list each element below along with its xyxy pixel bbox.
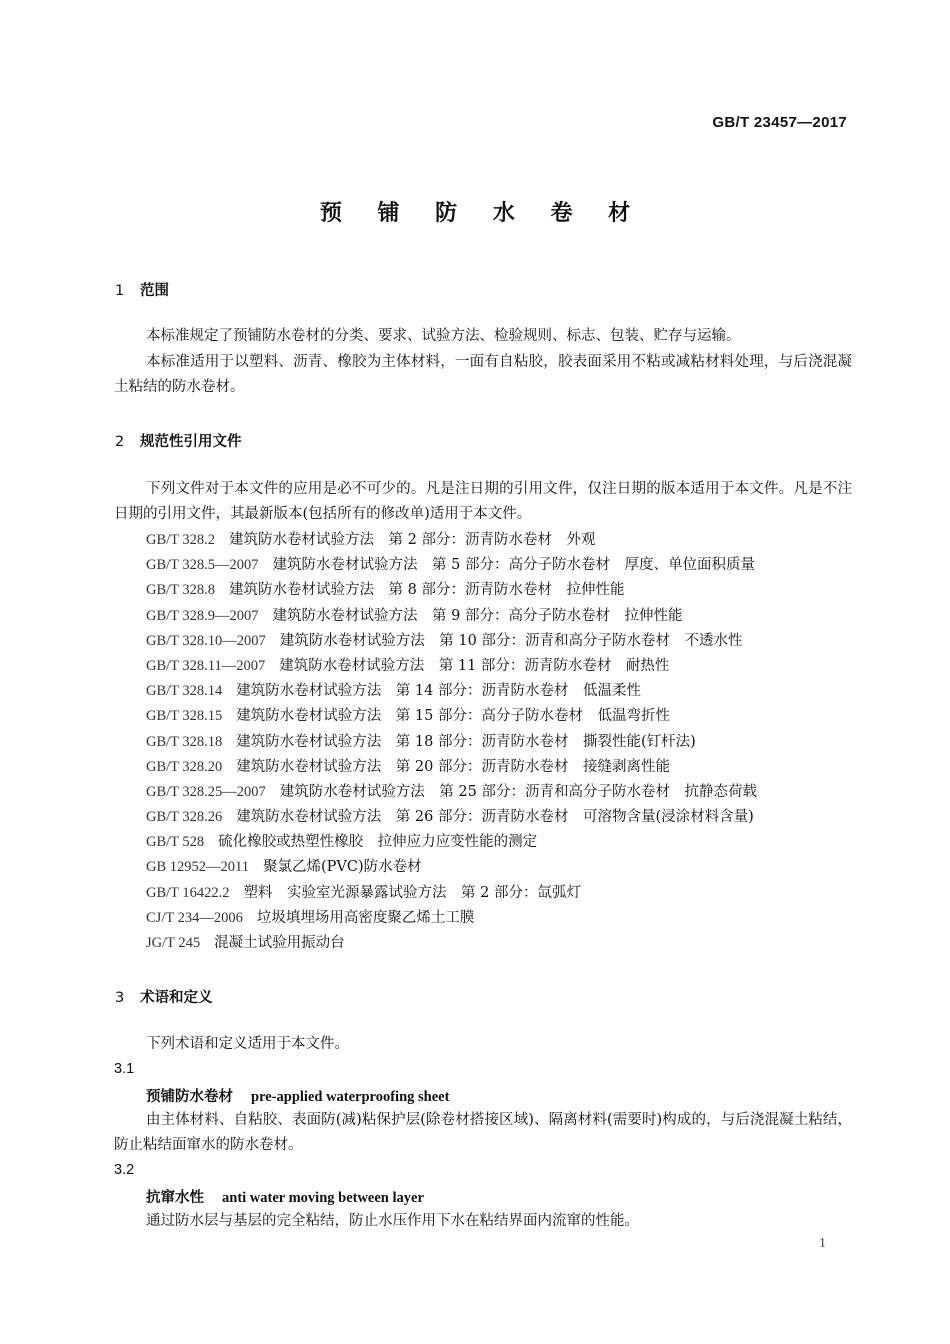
reference-item [146,553,866,578]
reference-title: 混凝土试验用振动台 [214,935,345,951]
reference-item [146,528,866,553]
term-number: 3.1 [114,1061,135,1077]
term-chinese: 抗窜水性 [146,1190,204,1206]
term-english: anti water moving between layer [222,1190,424,1206]
reference-code: GB/T 328.8 [146,582,216,599]
reference-code: GB/T 328.18 [146,733,223,750]
term-heading [146,1186,424,1207]
standard-code-header: GB/T 23457—2017 [712,114,847,131]
section-title: 规范性引用文件 [140,434,242,450]
reference-code: GB/T 328.26 [146,809,223,826]
section-2-heading [115,430,242,451]
section-number: 1 [115,283,125,299]
term-heading [146,1085,449,1106]
reference-item [146,830,866,855]
reference-code: GB/T 328.15 [146,708,223,725]
term-definition: 通过防水层与基层的完全粘结，防止水压作用下水在粘结界面内流窜的性能。 [146,1213,639,1229]
reference-code: GB/T 16422.2 [146,884,230,901]
reference-item [146,730,866,755]
reference-item [146,780,866,805]
term-chinese: 预铺防水卷材 [146,1089,233,1105]
section-number: 2 [115,434,125,450]
reference-item [146,704,866,729]
reference-code: GB/T 528 [146,834,205,851]
reference-title: 建筑防水卷材试验方法 第 9 部分：高分子防水卷材 拉伸性能 [272,607,683,624]
term-definition: 由主体材料、自粘胶、表面防(减)粘保护层(除卷材搭接区域)、隔离材料(需要时)构成的，与后浇混凝土粘结，防止粘结面窜水的防水卷材。 [114,1112,852,1153]
section-number: 3 [115,990,125,1006]
reference-title: 建筑防水卷材试验方法 第 11 部分：沥青防水卷材 耐热性 [279,657,670,674]
reference-title: 建筑防水卷材试验方法 第 15 部分：高分子防水卷材 低温弯折性 [236,708,670,725]
reference-code: GB/T 328.11—2007 [146,657,266,674]
term-number: 3.2 [114,1162,135,1178]
reference-code: GB/T 328.25—2007 [146,783,266,800]
reference-title: 硫化橡胶或热塑性橡胶 拉伸应力应变性能的测定 [218,834,538,851]
paragraph: 本标准适用于以塑料、沥青、橡胶为主体材料，一面有自粘胶，胶表面采用不粘或减粘材料处理，与后浇混凝土粘结的防水卷材。 [114,354,852,395]
reference-item [146,931,866,956]
reference-item [146,629,866,654]
normative-reference-list [146,528,866,956]
reference-code: GB/T 328.9—2007 [146,607,259,624]
document-title: 预 铺 防 水 卷 材 [319,201,645,226]
reference-code: JG/T 245 [146,935,201,951]
reference-code: GB 12952—2011 [146,859,249,876]
reference-code: GB/T 328.5—2007 [146,557,259,574]
reference-item [146,805,866,830]
reference-title: 建筑防水卷材试验方法 第 10 部分：沥青和高分子防水卷材 不透水性 [279,632,743,649]
reference-code: GB/T 328.10—2007 [146,632,266,649]
term-english: pre-applied waterproofing sheet [251,1089,450,1105]
section-title: 术语和定义 [140,990,213,1006]
reference-title: 聚氯乙烯(PVC)防水卷材 [262,859,422,876]
paragraph: 下列文件对于本文件的应用是必不可少的。凡是注日期的引用文件，仅注日期的版本适用于本文件。凡是不注日期的引用文件，其最新版本(包括所有的修改单)适用于本文件。 [114,481,852,522]
reference-title: 建筑防水卷材试验方法 第 20 部分：沥青防水卷材 接缝剥离性能 [236,758,670,775]
reference-title: 建筑防水卷材试验方法 第 8 部分：沥青防水卷材 拉伸性能 [229,582,625,599]
reference-code: GB/T 328.20 [146,758,223,775]
section-title: 范围 [140,283,169,299]
reference-title: 建筑防水卷材试验方法 第 18 部分：沥青防水卷材 撕裂性能(钉杆法) [236,733,696,750]
reference-title: 建筑防水卷材试验方法 第 14 部分：沥青防水卷材 低温柔性 [236,683,641,700]
reference-title: 塑料 实验室光源暴露试验方法 第 2 部分：氙弧灯 [243,884,581,901]
reference-item [146,855,866,880]
reference-item [146,755,866,780]
section-3-heading [115,986,213,1007]
page-number: 1 [819,1236,826,1251]
reference-item [146,679,866,704]
reference-item [146,881,866,906]
reference-title: 建筑防水卷材试验方法 第 2 部分：沥青防水卷材 外观 [229,532,596,548]
reference-item [146,604,866,629]
reference-title: 建筑防水卷材试验方法 第 5 部分：高分子防水卷材 厚度、单位面积质量 [272,557,755,574]
reference-code: CJ/T 234—2006 [146,909,243,926]
reference-title: 建筑防水卷材试验方法 第 25 部分：沥青和高分子防水卷材 抗静态荷载 [279,783,757,800]
reference-title: 垃圾填埋场用高密度聚乙烯土工膜 [256,909,475,926]
reference-item [146,654,866,679]
reference-item [146,906,866,931]
reference-code: GB/T 328.2 [146,532,216,548]
paragraph: 下列术语和定义适用于本文件。 [146,1036,349,1052]
reference-title: 建筑防水卷材试验方法 第 26 部分：沥青防水卷材 可溶物含量(浸涂材料含量) [236,809,754,826]
section-1-heading [115,279,169,300]
reference-code: GB/T 328.14 [146,683,223,700]
paragraph: 本标准规定了预铺防水卷材的分类、要求、试验方法、检验规则、标志、包装、贮存与运输。 [146,328,741,344]
reference-item [146,578,866,603]
